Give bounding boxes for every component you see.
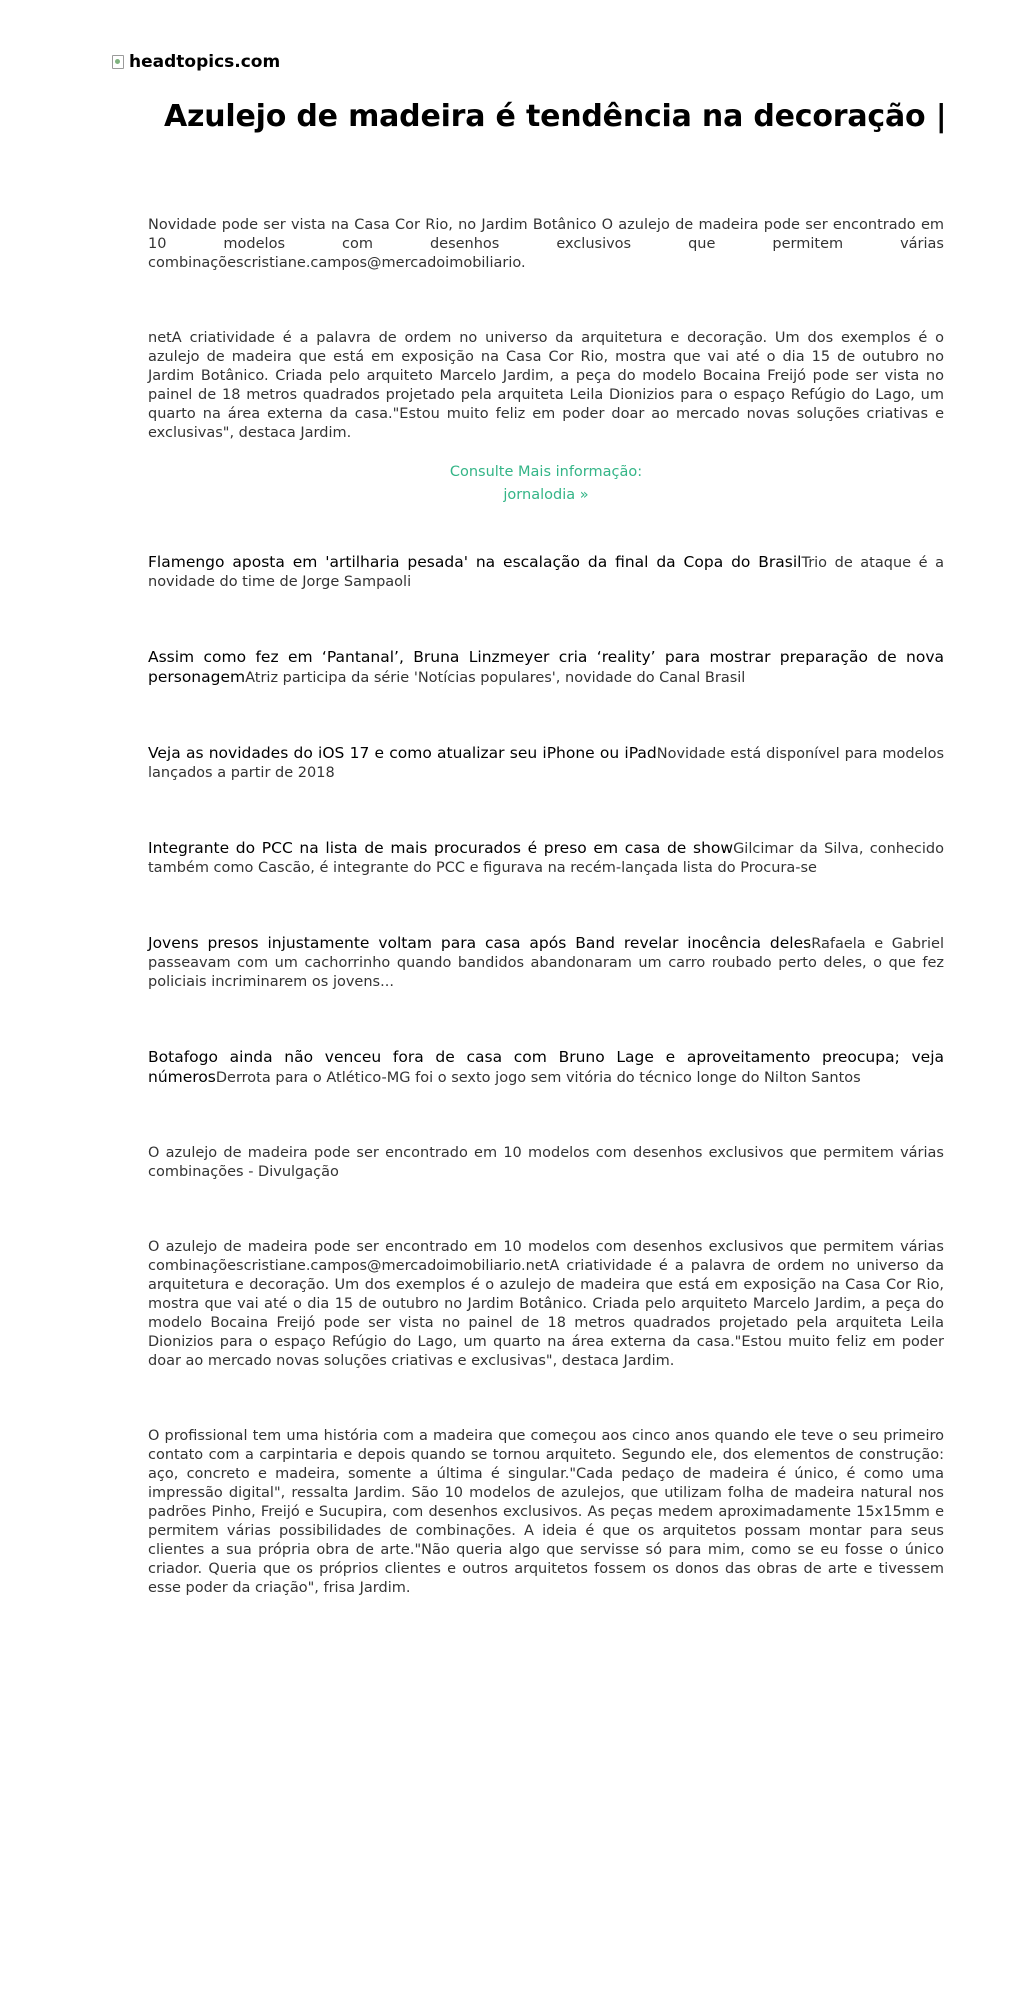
related-news-summary: Gilcimar da Silva, conhecido também como Cascão, é integrante do PCC e figurava na recém-lançada lista do Procura-se xyxy=(148,841,944,876)
related-news-title[interactable]: Flamengo aposta em 'artilharia pesada' na escalação da final da Copa do Brasil xyxy=(148,553,802,571)
related-news-summary: Novidade está disponível para modelos lançados a partir de 2018 xyxy=(148,746,944,781)
article-body-1: netA criatividade é a palavra de ordem no universo da arquitetura e decoração. Um dos exemplos é o azulejo de madeira que está em exposição na Casa Cor Rio, mostra que vai até o dia 15 de outubro no Jardim Botânico. Criada pelo arquiteto Marcelo Jardim, a peça do modelo Bocaina Freijó pode ser vista no painel de 18 metros quadrados projetado pela arquiteta Leila Dionizios para o espaço Refúgio do Lago, um quarto na área externa da casa."Estou muito feliz em poder doar ao mercado novas soluções criativas e exclusivas", destaca Jardim. xyxy=(148,330,944,441)
related-news-item[interactable] xyxy=(148,648,944,688)
article-intro: Novidade pode ser vista na Casa Cor Rio, no Jardim Botânico O azulejo de madeira pode ser encontrado em 10 modelos com desenhos exclusivos que permitem várias combinaçõescristiane.campos@mercadoimobiliario. xyxy=(148,217,944,271)
related-news-title[interactable]: Jovens presos injustamente voltam para casa após Band revelar inocência deles xyxy=(148,934,812,952)
related-news-item[interactable] xyxy=(148,553,944,592)
related-news-item[interactable] xyxy=(148,744,944,783)
related-news-title[interactable]: Integrante do PCC na lista de mais procurados é preso em casa de show xyxy=(148,839,734,857)
image-caption: O azulejo de madeira pode ser encontrado em 10 modelos com desenhos exclusivos que permitem várias combinações - Divulgação xyxy=(148,1145,944,1180)
article-title: Azulejo de madeira é tendência na decoração | xyxy=(164,99,947,134)
related-news-summary: Rafaela e Gabriel passeavam com um cachorrinho quando bandidos abandonaram um carro roubado perto deles, o que fez policiais incriminarem os jovens... xyxy=(148,936,945,990)
related-news-item[interactable] xyxy=(148,1048,944,1088)
related-news-item[interactable] xyxy=(148,839,944,878)
related-news-summary: Derrota para o Atlético-MG foi o sexto jogo sem vitória do técnico longe do Nilton Santos xyxy=(215,1070,861,1086)
article-content xyxy=(148,216,944,1598)
read-more-source-link[interactable]: jornalodia » xyxy=(503,487,589,503)
site-brand[interactable] xyxy=(112,52,280,72)
article-body-3: O profissional tem uma história com a madeira que começou aos cinco anos quando ele teve o seu primeiro contato com a carpintaria e depois quando se tornou arquiteto. Segundo ele, dos elementos de construção: aço, concreto e madeira, somente a última é singular."Cada pedaço de madeira é único, é como uma impressão digital", ressalta Jardim. São 10 modelos de azulejos, que utilizam folha de madeira natural nos padrões Pinho, Freijó e Sucupira, com desenhos exclusivos. As peças medem aproximadamente 15x15mm e permitem várias possibilidades de combinações. A ideia é que os arquitetos possam montar para seus clientes a sua própria obra de arte."Não queria algo que servisse só para mim, como se eu fosse o único criador. Queria que os próprios clientes e outros arquitetos fossem os donos das obras de arte e tivessem esse poder da criação", frisa Jardim. xyxy=(148,1428,944,1596)
site-name[interactable]: headtopics.com xyxy=(129,52,281,72)
read-more-label[interactable]: Consulte Mais informação: xyxy=(449,464,643,480)
related-news-title[interactable]: Veja as novidades do iOS 17 e como atualizar seu iPhone ou iPad xyxy=(148,744,657,762)
article-body-2: O azulejo de madeira pode ser encontrado em 10 modelos com desenhos exclusivos que permitem várias combinaçõescristiane.campos@mercadoimobiliario.netA criatividade é a palavra de ordem no universo da arquitetura e decoração. Um dos exemplos é o azulejo de madeira que está em exposição na Casa Cor Rio, mostra que vai até o dia 15 de outubro no Jardim Botânico. Criada pelo arquiteto Marcelo Jardim, a peça do modelo Bocaina Freijó pode ser vista no painel de 18 metros quadrados projetado pela arquiteta Leila Dionizios para o espaço Refúgio do Lago, um quarto na área externa da casa."Estou muito feliz em poder doar ao mercado novas soluções criativas e exclusivas", destaca Jardim. xyxy=(148,1239,944,1369)
related-news-title[interactable]: Assim como fez em ‘Pantanal’, Bruna Linzmeyer cria ‘reality’ para mostrar preparação de nova personagem xyxy=(148,648,944,686)
related-news-summary: Trio de ataque é a novidade do time de Jorge Sampaoli xyxy=(148,555,944,590)
broken-image-icon xyxy=(112,55,124,69)
related-news-summary: Atriz participa da série 'Notícias populares', novidade do Canal Brasil xyxy=(245,670,746,686)
related-news-title[interactable]: Botafogo ainda não venceu fora de casa com Bruno Lage e aproveitamento preocupa; veja números xyxy=(148,1048,944,1086)
related-news-item[interactable] xyxy=(148,934,944,992)
